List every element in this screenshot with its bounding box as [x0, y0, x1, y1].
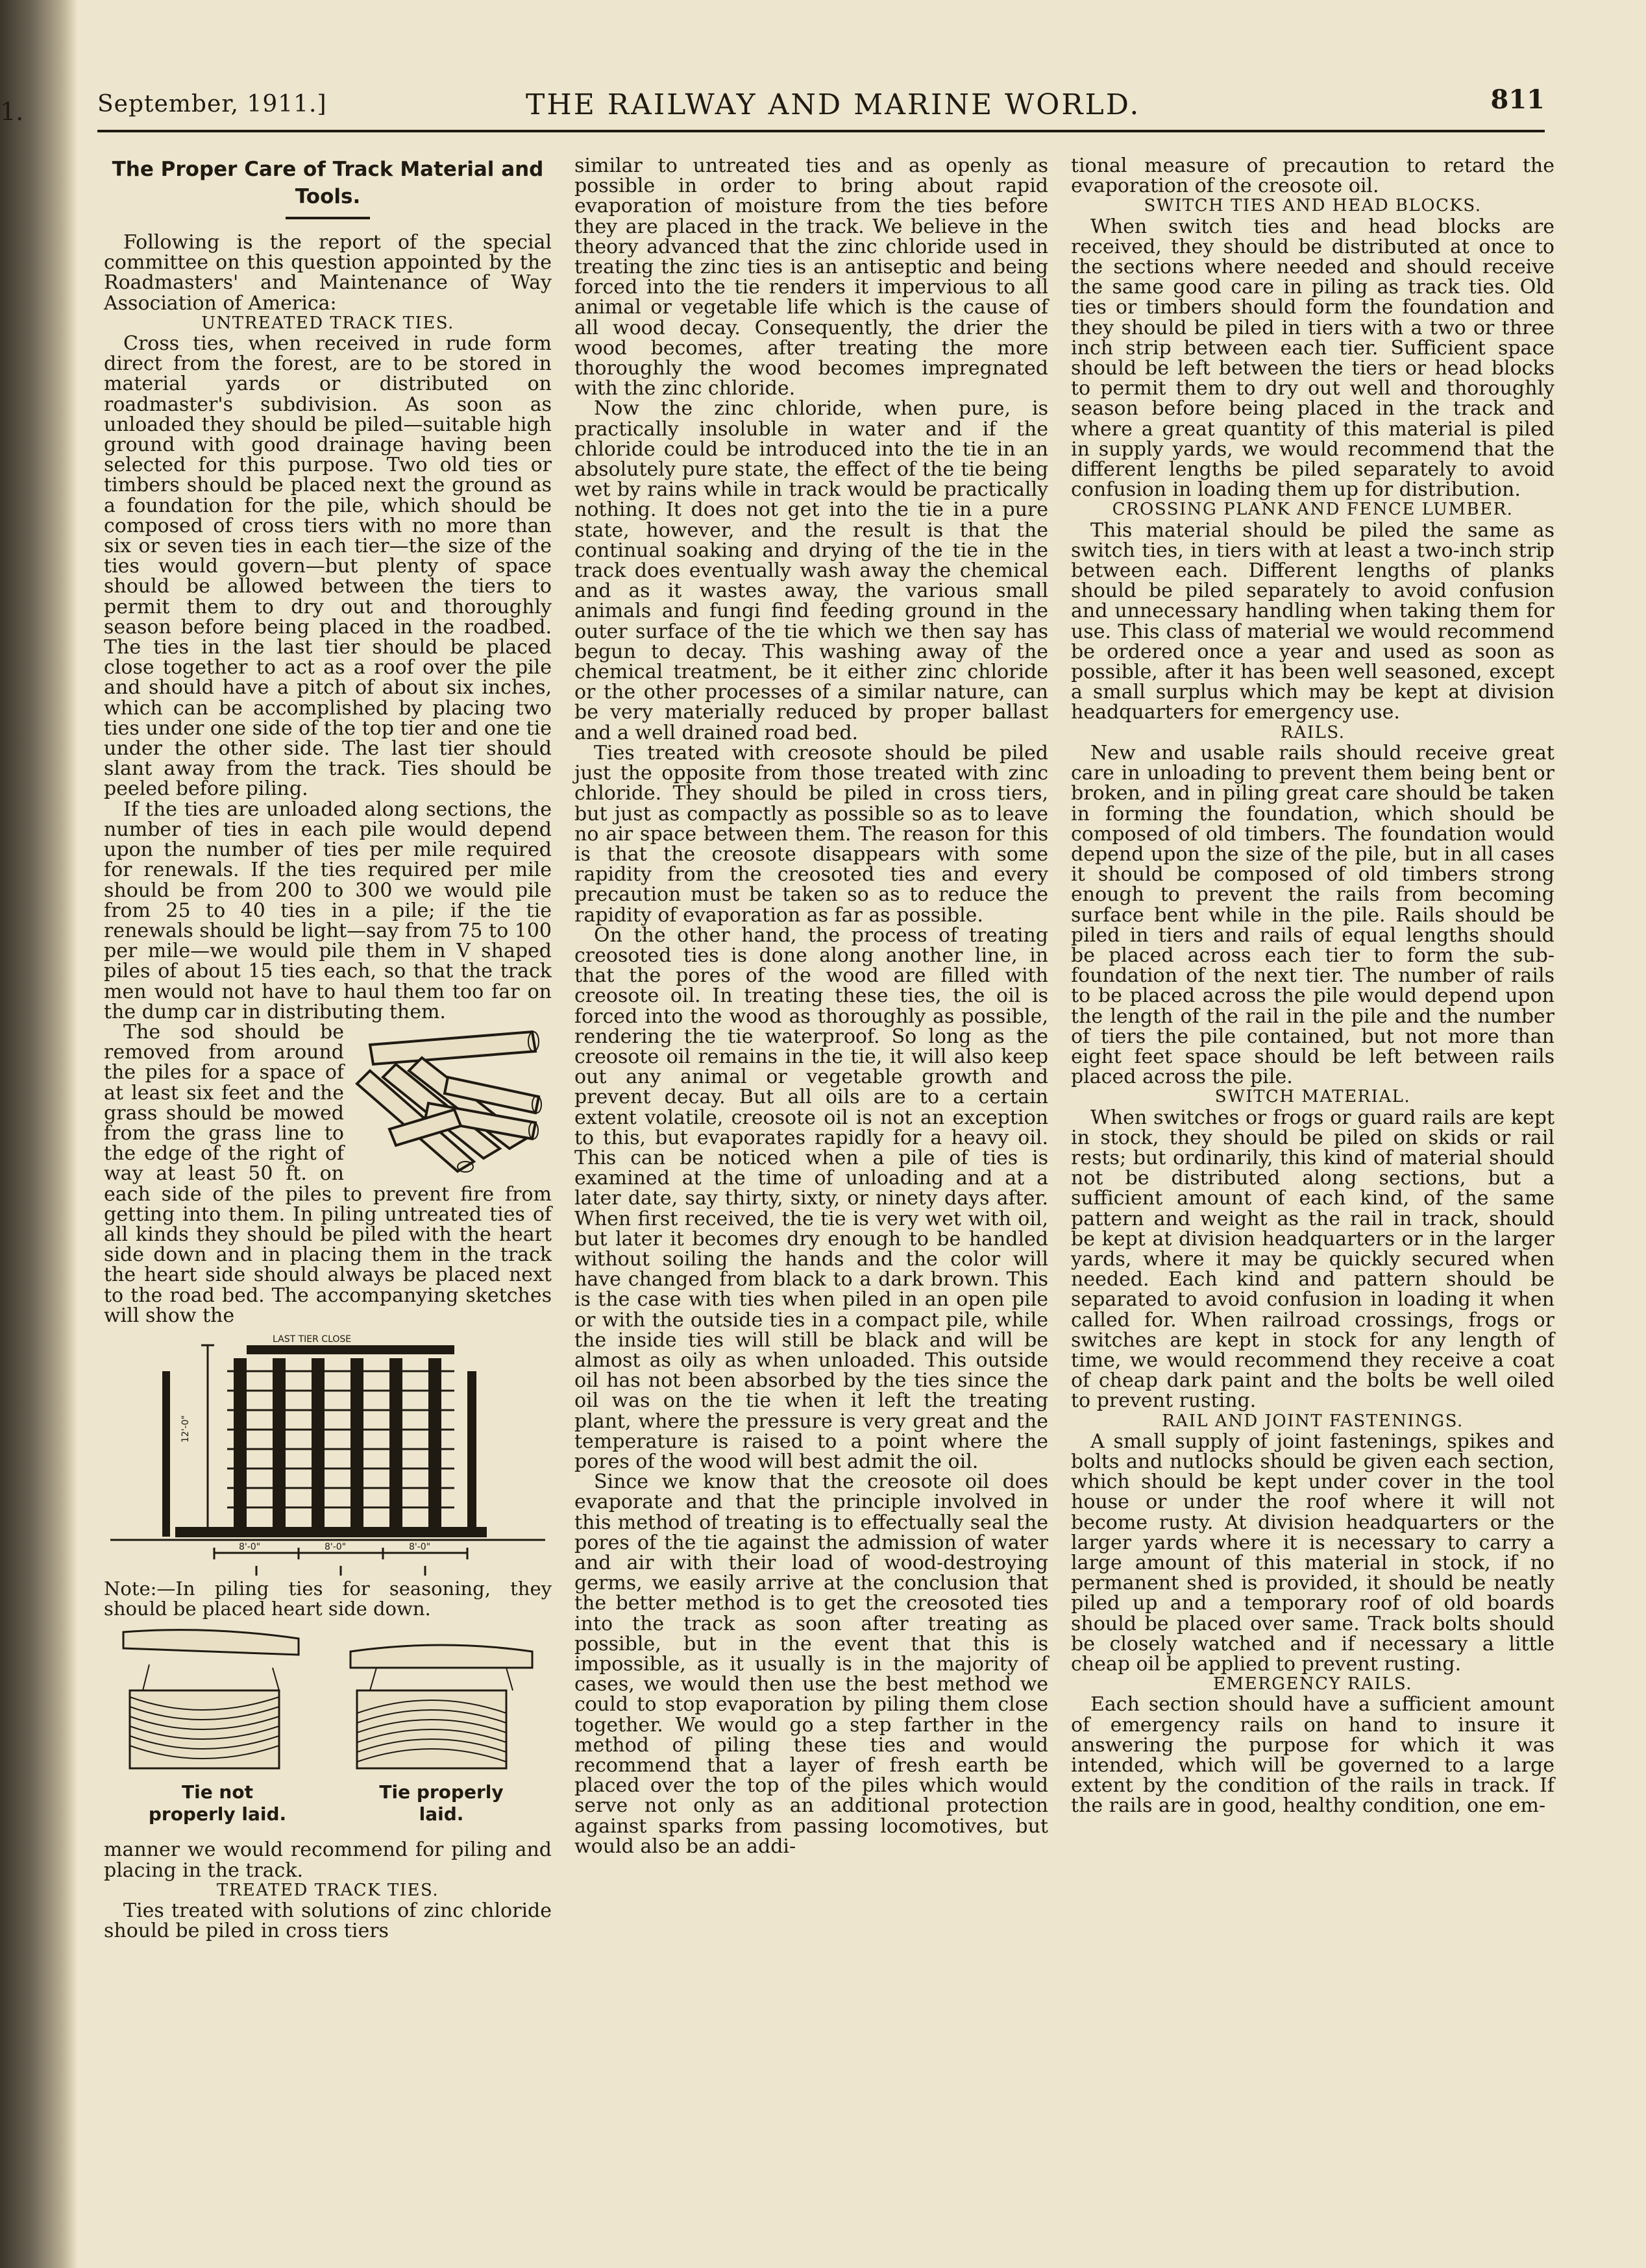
col3-paragraph-0: tional measure of precaution to retard the evaporation of the creosote oil. [1071, 154, 1554, 198]
untreated-paragraph-4: manner we would recommend for piling and placing in the track. [104, 1838, 552, 1882]
fastenings-paragraph: A small supply of joint fastenings, spikes and bolts and nutlocks should be given each section, which should be kept under cover in the tool house or under the roof where it will not become rusty. At division headquarters or the larger yards where it is necessary to carry a large amount of this material in stock, if no permanent shed is provided, it should be neatly piled up and a temporary roof of old boards should be placed over same. Track bolts should be closely watched and if necessary a little cheap oil be applied to prevent rusting. [1071, 1430, 1554, 1676]
pile-dim-height: 12'-0" [180, 1415, 191, 1443]
treated-paragraph-1: Ties treated with solutions of zinc chloride should be piled in cross tiers [104, 1899, 552, 1943]
switch-ties-paragraph: When switch ties and head blocks are received, they should be distributed at once to the sections where needed and should receive the same good care in piling as track ties. Old ties or timbers should form the foundation and they should be piled in tiers with a two or three inch strip between each tier. Sufficient space should be left between the tiers or head blocks to permit them to dry out well and thoroughly season before being placed in the track and where a great quantity of this material is piled in supply yards, we would recommend that the different lengths be piled separately to avoid confusion in loading them up for distribution. [1071, 215, 1554, 502]
section-heading-emergency-rails: EMERGENCY RAILS. [1212, 1674, 1413, 1694]
page-number: 811 [1490, 84, 1545, 115]
pile-dim-1: 8'-0" [239, 1541, 261, 1552]
col2-paragraph-2: Now the zinc chloride, when pure, is practically insoluble in water and if the chloride could be introduced into the tie in an absolutely pure state, the effect of the tie being wet by rains while in track would be practically nothing. It does not get into the tie in a pure state, however, and the result is that the continual soaking and drying of the tie in the track does eventually wash away the chemical and as it wastes away, the various small animals and fungi find feeding ground in the outer surface of the tie which we then say has begun to decay. This washing away of the chemical treatment, be it either zinc chloride or the other processes of a similar nature, can be very materially reduced by proper ballast and a well drained road bed. [574, 397, 1048, 744]
emergency-rails-paragraph: Each section should have a sufficient amount of emergency rails on hand to insure it answering the purpose for which it was intended, which will be governed to a large extent by the condition of the rails in track. If the rails are in good, healthy condition, one em- [1071, 1693, 1554, 1818]
column-3 [1071, 156, 1554, 1816]
col2-paragraph-3: Ties treated with creosote should be piled just the opposite from those treated with zinc chloride. They should be piled in cross tiers, but just as compactly as possible so as to leave no air space between them. The reason for this is that the creosote disappears with some rapidity from the creosoted ties and every precaution must be taken so as to reduce the rapidity of evaporation as far as possible. [574, 741, 1048, 927]
header-rule [97, 130, 1545, 132]
section-heading-fastenings: RAIL AND JOINT FASTENINGS. [1162, 1411, 1464, 1431]
tie-pile-elevation-figure [104, 1332, 552, 1579]
col2-paragraph-5: Since we know that the creosote oil does evaporate and that the principle involved in this method of treating is to effectually seal the pores of the tie against the admission of water and air with their load of wood-destroying germs, we easily arrive at the conclusion that the better method is to get the creosoted ties into the track as soon after treating as possible, but in the event that this is impossible, as it usually is in the majority of cases, we would then use the best method we could to stop evaporation by piling them close together. We would go a step farther in the method of piling these ties and would recommend that a layer of fresh earth be placed over the top of the piles which would serve not only as an additional protection against sparks from passing locomotives, but would also be an addi- [574, 1470, 1048, 1858]
journal-title: THE RAILWAY AND MARINE WORLD. [526, 88, 1141, 121]
article-title: The Proper Care of Track Material and Tools. [112, 158, 544, 208]
intro-paragraph: Following is the report of the special committee on this question appointed by the Roadmasters' and Maintenance of Way Association of America: [104, 231, 552, 315]
tie-not-properly-laid-figure [104, 1626, 312, 1775]
pile-dim-3: 8'-0" [409, 1541, 431, 1552]
rails-paragraph: New and usable rails should receive great care in unloading to prevent them being bent or broken, and in piling great care should be taken in forming the foundation, which should be composed of old timbers. The foundation would depend upon the size of the pile, but in all cases it should be composed of old timbers strong enough to prevent the rails from becoming surface bent while in the pile. Rails should be piled in tiers and rails of equal lengths should be placed across each tier to form the sub-foundation of the next tier. The number of rails to be placed across the pile would depend upon the length of the rail in the pile and the number of tiers the pile contained, but not more than eight feet space should be left between rails placed across the pile. [1071, 741, 1554, 1089]
untreated-paragraph-3: The sod should be removed from around the piles for a space of at least six feet and the grass should be mowed from the grass line to the edge of the right of way at least 50 ft. on each side of the piles to prevent fire from getting into them. In piling untreated ties of all kinds they should be piled with the heart side down and in placing them in the track the heart side should always be placed next to the road bed. The accompanying sketches will show the [104, 1020, 552, 1327]
page-header [97, 84, 1545, 136]
section-heading-switch-material: SWITCH MATERIAL. [1214, 1087, 1411, 1107]
section-heading-untreated: UNTREATED TRACK TIES. [201, 313, 454, 333]
book-gutter-shadow [0, 0, 78, 2268]
section-heading-crossing-plank: CROSSING PLANK AND FENCE LUMBER. [1112, 500, 1514, 520]
pile-dim-top: LAST TIER CLOSE [273, 1334, 352, 1345]
column-1 [104, 156, 552, 1941]
switch-material-paragraph: When switches or frogs or guard rails are kept in stock, they should be piled on skids or rail rests; but ordinarily, this kind of material should not be distributed along sections, but a sufficient amount of each kind, of the same pattern and weight as the rail in track, should be kept at division headquarters or in the larger yards, where it may be quickly secured when needed. Each kind and pattern should be separated to avoid confusion in loading it when called for. When railroad crossings, frogs or switches are kept in stock for any length of time, we would recommend they receive a coat of cheap dark paint and the bolts be well oiled to prevent rusting. [1071, 1106, 1554, 1413]
header-date: September, 1911.] [97, 91, 327, 117]
col2-paragraph-4: On the other hand, the process of treating creosoted ties is done along another line, in that the pores of the wood are filled with creosote oil. In treating these ties, the oil is forced into the wood as thoroughly as possible, rendering the tie waterproof. So long as the creosote oil remains in the tie, it will also keep out any animal or vegetable growth and prevent decay. But all oils are to a certain extent volatile, creosote oil is not an exception to this, but evaporates rapidly for a heavy oil. This can be noticed when a pile of ties is examined at the time of unloading and at a later date, say thirty, sixty, or ninety days after. When first received, the tie is very wet with oil, but later it becomes dry enough to be handled without soiling the hands and the color will have changed from black to a dark brown. This is the case with ties when piled in an open pile or with the outside ties in a compact pile, while the inside ties will still be black and will be almost as oily as when unloaded. This outside oil has not been absorbed by the ties since the oil was on the tie when it left the treating plant, where the pressure is very great and the temperature is raised to a point where the pores of the wood will best admit the oil. [574, 923, 1048, 1473]
tie-properly-laid-figure [338, 1626, 545, 1775]
margin-fragment: 1. [0, 97, 24, 126]
section-heading-treated: TREATED TRACK TIES. [216, 1880, 439, 1900]
v-shaped-tie-pile-figure [350, 1025, 552, 1175]
caption-properly-laid: Tie properly laid. [379, 1781, 504, 1825]
section-heading-switch-ties: SWITCH TIES AND HEAD BLOCKS. [1144, 196, 1482, 216]
col2-paragraph-1: similar to untreated ties and as openly as possible in order to bring about rapid evaporation of moisture from the ties before they are placed in the track. We believe in the theory advanced that the zinc chloride used in treating the zinc ties is an antiseptic and being forced into the tie renders it impervious to all animal or vegetable life which is the cause of all wood decay. Consequently, the drier the wood becomes, after treating the more thoroughly the wood becomes impregnated with the zinc chloride. [574, 154, 1048, 400]
crossing-plank-paragraph: This material should be piled the same as switch ties, in tiers with at least a two-inch strip between each. Different lengths of planks should be piled separately to avoid confusion and unnecessary handling when taking them for use. This class of material we would recommend be ordered once a year and used as soon as possible, after it has been well seasoned, except a small surplus which may be kept at division headquarters for emergency use. [1071, 518, 1554, 724]
untreated-paragraph-1: Cross ties, when received in rude form direct from the forest, are to be stored in material yards or distributed on roadmaster's subdivision. As soon as unloaded they should be piled—suitable high ground with good drainage having been selected for this purpose. Two old ties or timbers should be placed next the ground as a foundation for the pile, which should be composed of cross tiers with no more than six or seven ties in each tier—the size of the ties would govern—but plenty of space should be allowed between the tiers to permit them to dry out and thoroughly season before being placed in the roadbed. The ties in the last tier should be placed close together to act as a roof over the pile and should have a pitch of about six inches, which can be accomplished by placing two ties under one side of the top tier and one tie under the other side. The last tier should slant away from the track. Ties should be peeled before piling. [104, 332, 552, 801]
pile-dim-2: 8'-0" [325, 1541, 347, 1552]
section-heading-rails: RAILS. [1280, 722, 1345, 742]
tie-laying-figures [104, 1626, 552, 1840]
caption-not-properly-laid: Tie not properly laid. [148, 1781, 287, 1825]
figure-note: Note:—In piling ties for seasoning, they should be placed heart side down. [104, 1577, 552, 1620]
untreated-paragraph-2: If the ties are unloaded along sections, the number of ties in each pile would depend upon the number of ties per mile required for renewals. If the ties required per mile should be from 200 to 300 we would pile from 25 to 40 ties in a pile; if the tie renewals should be light—say from 75 to 100 per mile—we would pile them in V shaped piles of about 15 ties each, so that the track men would not have to haul them too far on the dump car in distributing them. [104, 798, 552, 1023]
title-divider [286, 217, 370, 219]
column-2 [574, 156, 1048, 1857]
